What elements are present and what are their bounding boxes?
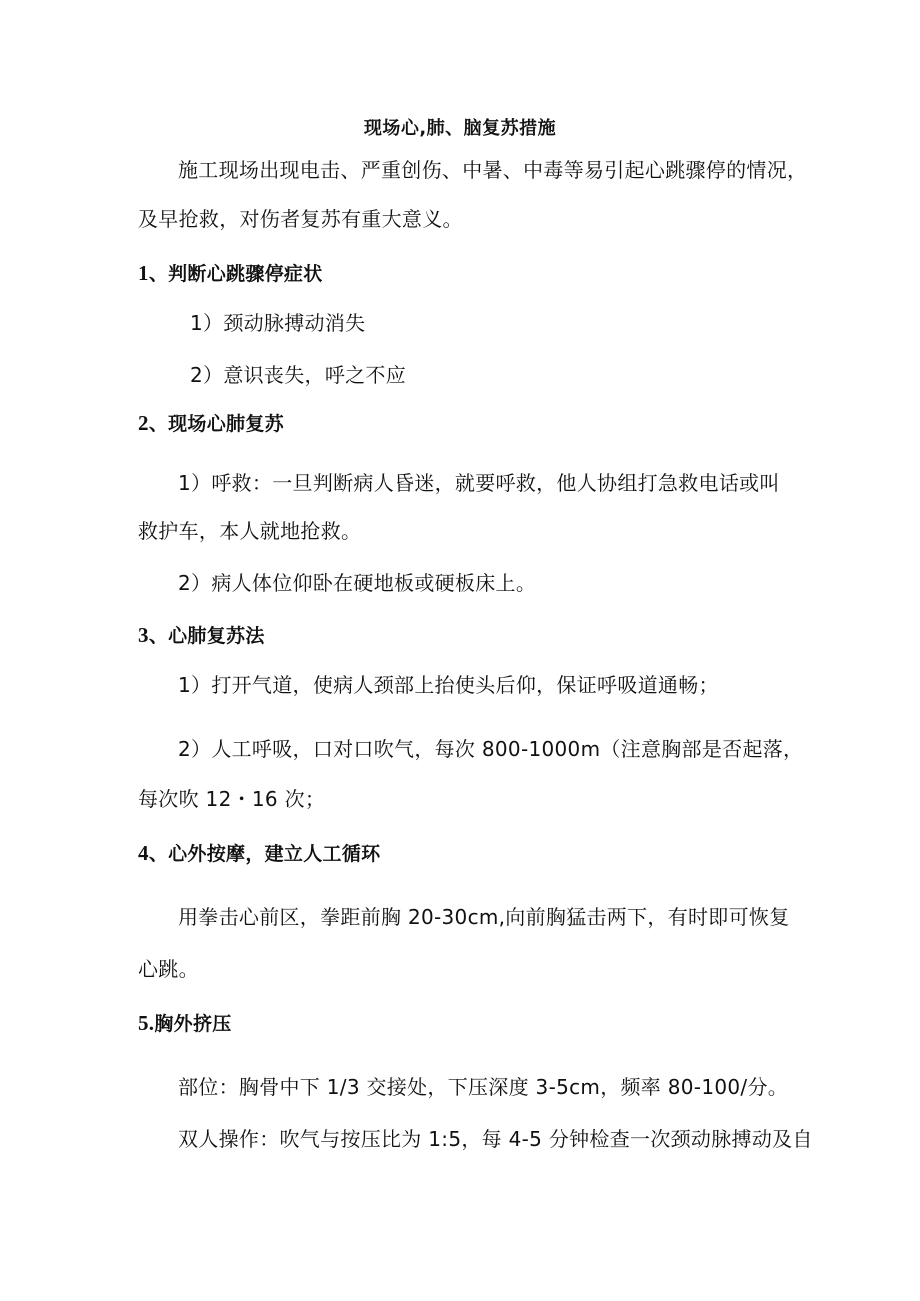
section-4-body-line-2: 心跳。 xyxy=(138,957,199,981)
section-5-title: 胸外挤压 xyxy=(154,1013,232,1035)
section-2-heading xyxy=(138,410,284,437)
section-2-item-1-line-1: 1）呼救：一旦判断病人昏迷，就要呼救，他人协组打急救电话或叫 xyxy=(178,471,780,495)
section-3-title: 、心肺复苏法 xyxy=(148,625,265,647)
section-5-number: 5. xyxy=(138,1011,155,1035)
section-2-item-2: 2）病人体位仰卧在硬地板或硬板床上。 xyxy=(178,571,537,595)
section-4-body-line-1: 用拳击心前区，拳距前胸 20-30cm,向前胸猛击两下，有时即可恢复 xyxy=(178,905,790,929)
intro-line-2: 及早抢救，对伤者复苏有重大意义。 xyxy=(138,207,463,231)
section-5-heading xyxy=(138,1010,232,1037)
intro-line-1: 施工现场出现电击、严重创伤、中暑、中毒等易引起心跳骤停的情况， xyxy=(178,158,808,182)
section-4-title: 、心外按摩，建立人工循环 xyxy=(148,843,381,865)
section-2-title: 、现场心肺复苏 xyxy=(148,413,284,435)
section-5-body-line-1: 部位：胸骨中下 1/3 交接处，下压深度 3-5cm，频率 80-100/分。 xyxy=(178,1075,789,1099)
section-2-number: 2 xyxy=(138,411,149,435)
section-1-item-2: 2）意识丧失，呼之不应 xyxy=(190,363,407,387)
section-5-body-line-2: 双人操作：吹气与按压比为 1:5，每 4-5 分钟检查一次颈动脉搏动及自 xyxy=(178,1127,813,1151)
section-1-number: 1 xyxy=(138,261,149,285)
section-2-item-1-line-2: 救护车，本人就地抢救。 xyxy=(138,519,362,543)
document-title: 现场心,肺、脑复苏措施 xyxy=(363,118,557,139)
section-4-heading xyxy=(138,840,380,867)
section-3-heading xyxy=(138,622,265,649)
section-1-title: 、判断心跳骤停症状 xyxy=(148,263,323,285)
section-3-item-1: 1）打开气道，使病人颈部上抬使头后仰，保证呼吸道通畅； xyxy=(178,673,719,697)
section-4-number: 4 xyxy=(138,841,149,865)
section-3-item-2-line-1: 2）人工呼吸，口对口吹气，每次 800-1000m（注意胸部是否起落， xyxy=(178,737,804,761)
section-1-item-1: 1）颈动脉搏动消失 xyxy=(190,311,366,335)
section-3-number: 3 xyxy=(138,623,149,647)
section-1-heading xyxy=(138,260,323,287)
section-3-item-2-line-2: 每次吹 12・16 次； xyxy=(138,787,326,811)
